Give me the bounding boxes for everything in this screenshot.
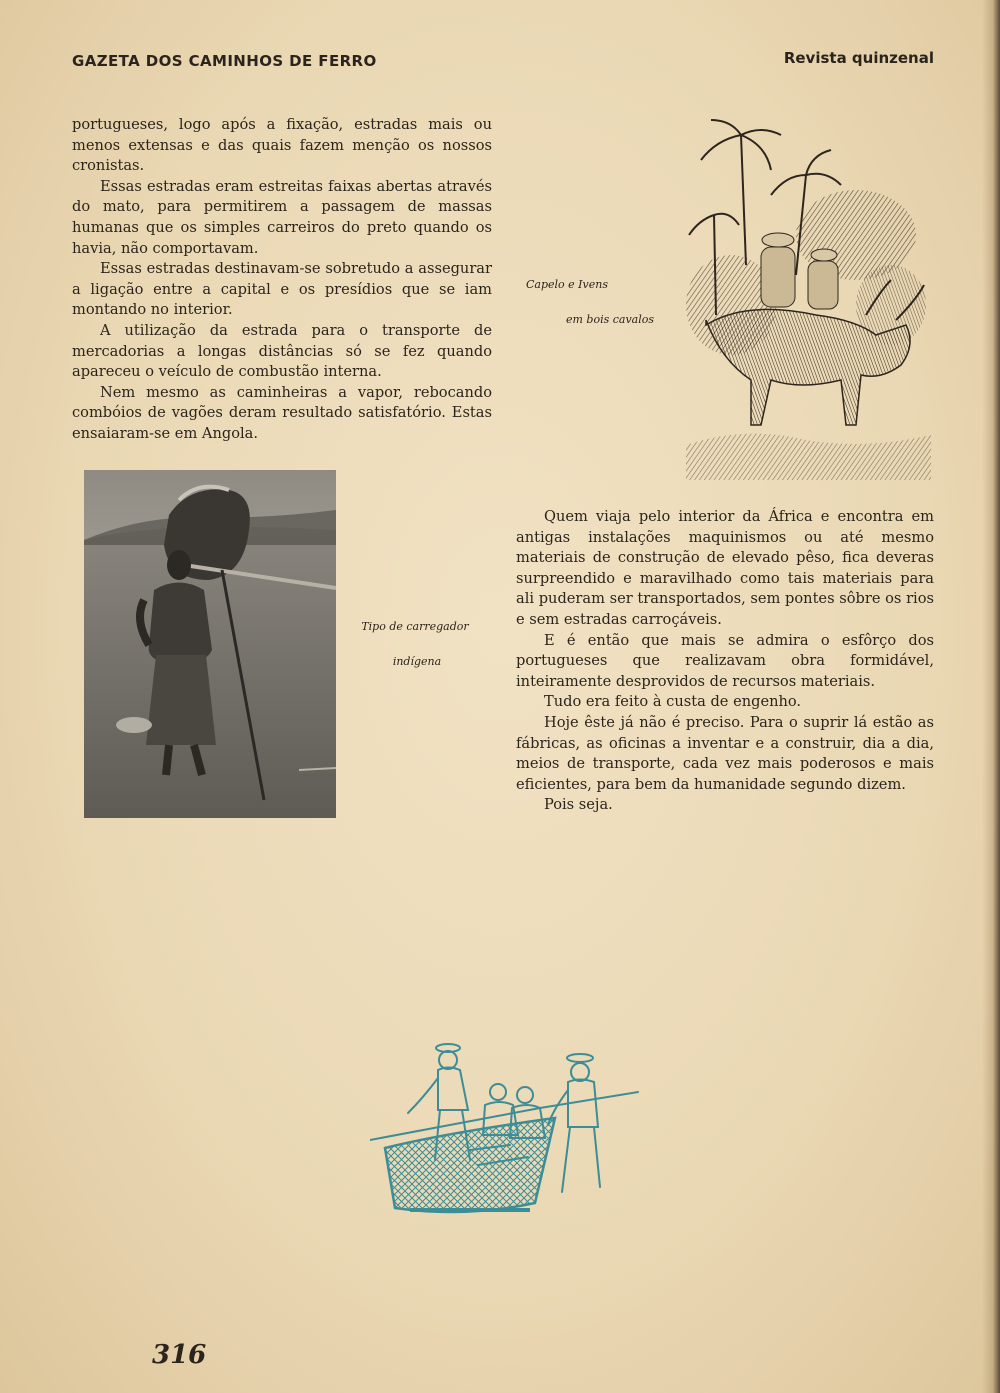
journal-title: GAZETA DOS CAMINHOS DE FERRO [72,52,377,70]
page-edge-shadow [982,0,1000,1393]
paragraph: Tudo era feito à custa de engenho. [544,693,802,711]
left-text-column [72,115,492,445]
paragraph: Essas estradas eram estreitas faixas abertas através do mato, para permitirem a passagem de massas humanas que os simples carreiros do preto quando os havia, não comportavam. [72,177,492,257]
caption-oxen-line2 [555,313,665,327]
paragraph: Pois seja. [544,796,613,814]
illustration-litter-carriers [370,1030,645,1230]
paragraph: Nem mesmo as caminheiras a vapor, rebocando combóios de vagões deram resultado satisfatório. Estas ensaiaram-se em Angola. [72,383,492,442]
paragraph: Essas estradas destinavam-se sobretudo a assegurar a ligação entre a capital e os presídios que se iam montando no interior. [72,260,492,319]
caption-line: Tipo de carregador [361,620,469,633]
paragraph: E é então que mais se admira o esfôrço dos portugueses que realizavam obra formidável, inteiramente desprovidos de recursos materiais. [516,631,934,690]
engraving-oxen-riders [686,115,931,480]
right-text-column [516,507,934,816]
caption-porter-line2 [362,655,472,669]
caption-line: indígena [392,655,442,668]
paragraph: portugueses, logo após a fixação, estradas mais ou menos extensas e das quais fazem menção os nossos cronistas. [72,116,492,175]
caption-line: em bois cavalos [565,313,655,326]
page-number: 316 [152,1340,207,1370]
caption-line: Capelo e Ivens [526,278,608,291]
paragraph: Hoje êste já não é preciso. Para o suprir lá estão as fábricas, as oficinas a inventar e a construir, dia a dia, meios de transporte, cada vez mais poderosos e mais eficientes, para bem da humanidade segundo dizem. [516,713,934,793]
paragraph: Quem viaja pelo interior da África e encontra em antigas instalações maquinismos ou até mesmo materiais de construção de elevado pêso, fica deveras surpreendido e maravilhado como tais materiais para ali puderam ser transportados, sem pontes sôbre os rios e sem estradas carroçáveis. [516,508,934,628]
paragraph: A utilização da estrada para o transporte de mercadorias a longas distâncias só se fez quando apareceu o veículo de combustão interna. [72,321,492,381]
journal-subtitle: Revista quinzenal [783,49,934,67]
caption-oxen [512,278,622,292]
caption-porter [360,620,470,634]
photo-native-porter [84,470,336,818]
